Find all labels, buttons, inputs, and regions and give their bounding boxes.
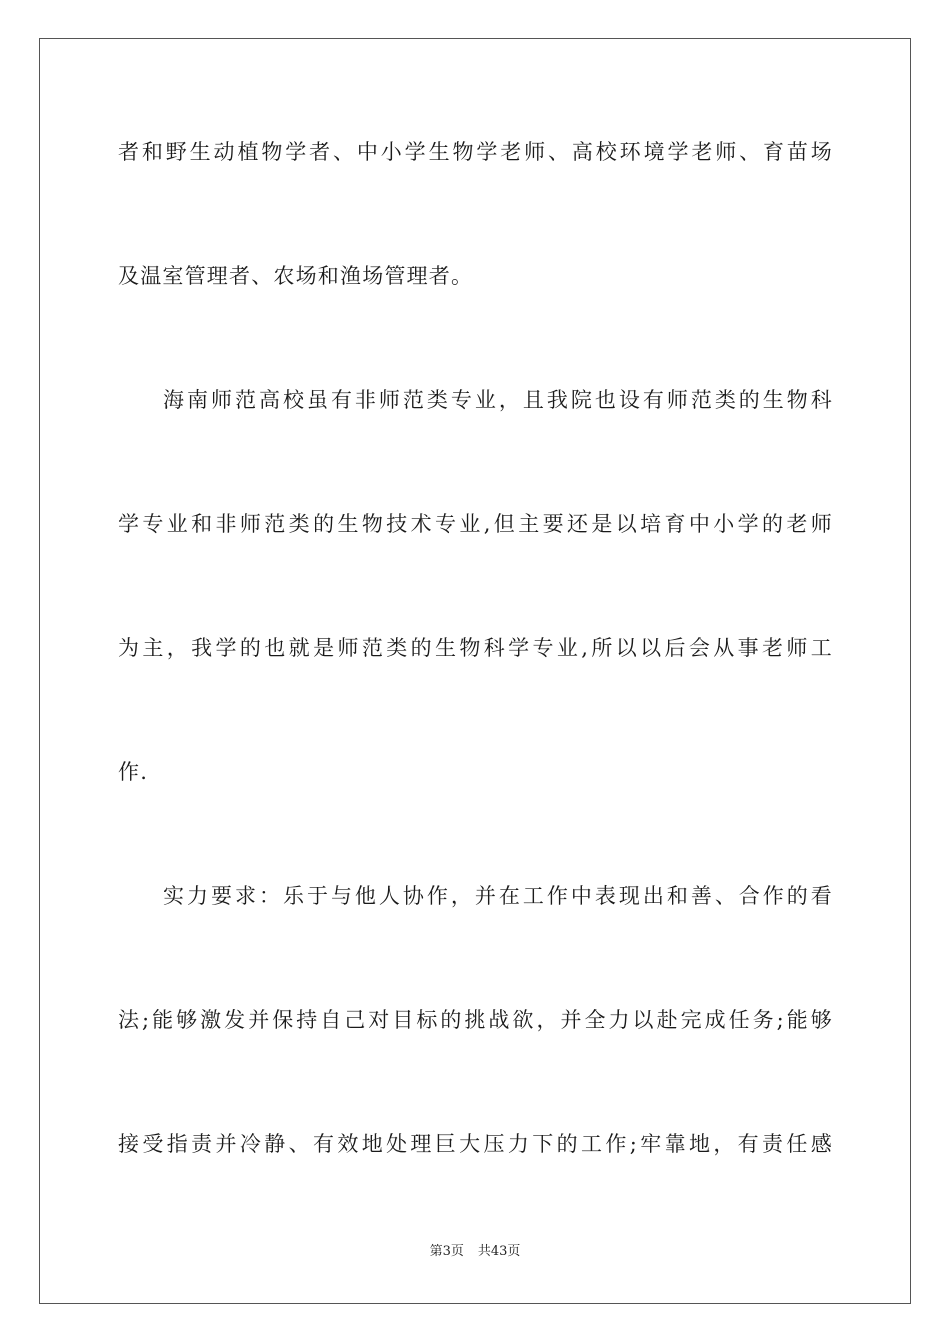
text-line-1: 者和野生动植物学者、中小学生物学老师、高校环境学老师、育苗场 (118, 140, 833, 164)
text-line-7: 实力要求：乐于与他人协作，并在工作中表现出和善、合作的看 (163, 884, 833, 908)
page-total-label: 共43页 (477, 1244, 521, 1259)
text-line-5: 为主，我学的也就是师范类的生物科学专业,所以以后会从事老师工 (118, 636, 833, 660)
page-footer (0, 1243, 950, 1261)
text-line-8: 法;能够激发并保持自己对目标的挑战欲，并全力以赴完成任务;能够 (118, 1008, 833, 1032)
text-line-4: 学专业和非师范类的生物技术专业,但主要还是以培育中小学的老师 (118, 512, 833, 536)
text-line-3: 海南师范高校虽有非师范类专业，且我院也设有师范类的生物科 (163, 388, 833, 412)
text-line-9: 接受指责并冷静、有效地处理巨大压力下的工作;牢靠地，有责任感 (118, 1132, 833, 1156)
text-line-6: 作. (118, 760, 149, 784)
page-number-label: 第3页 (429, 1244, 464, 1259)
page-border (39, 38, 911, 1304)
text-line-2: 及温室管理者、农场和渔场管理者。 (118, 264, 474, 288)
